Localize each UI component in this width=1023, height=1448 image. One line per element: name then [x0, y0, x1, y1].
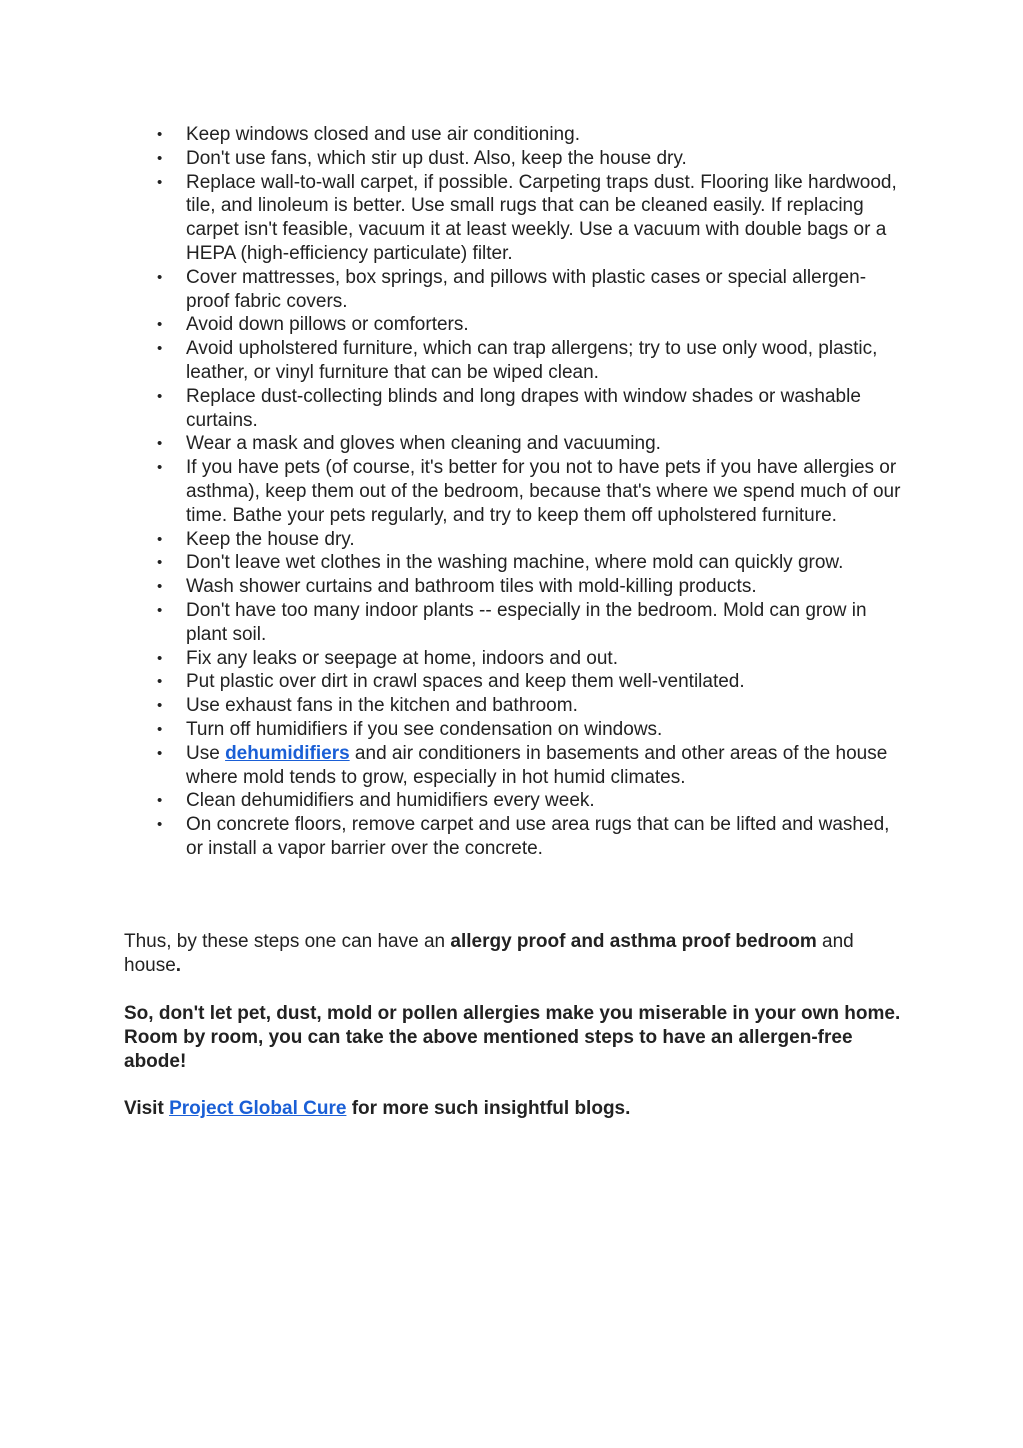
list-item-text: Put plastic over dirt in crawl spaces and keep them well-ventilated.	[186, 671, 745, 693]
list-item	[124, 742, 904, 790]
list-item-text-before: Use	[186, 742, 226, 764]
bullet-icon: •	[157, 720, 163, 738]
list-item-text: Replace wall-to-wall carpet, if possible. Carpeting traps dust. Flooring like hardwood, tile, and linoleum is better. Use small rugs that can be cleaned easily. If replacing carpet isn't feasible, vacuum it at least weekly. Use a vacuum with double bags or a HEPA (high-efficiency particulate) filter.	[186, 171, 897, 264]
list-item-text: Wear a mask and gloves when cleaning and vacuuming.	[186, 433, 661, 455]
list-item	[124, 456, 904, 527]
list-item	[124, 694, 904, 718]
list-item	[124, 385, 904, 433]
list-item	[124, 313, 904, 337]
list-item	[124, 171, 904, 266]
bullet-icon: •	[157, 340, 163, 358]
summary-bold-2: .	[175, 955, 182, 976]
list-item-text: On concrete floors, remove carpet and use area rugs that can be lifted and washed, or install a vapor barrier over the concrete.	[186, 814, 890, 859]
bullet-icon: •	[157, 316, 163, 334]
bullet-icon: •	[157, 649, 163, 667]
list-item-text: Avoid down pillows or comforters.	[186, 314, 469, 336]
list-item-text: Avoid upholstered furniture, which can trap allergens; try to use only wood, plastic, leather, or vinyl furniture that can be wiped clean.	[186, 338, 878, 383]
list-item-text: Keep the house dry.	[186, 528, 355, 550]
list-item	[124, 718, 904, 742]
list-item-text: Don't leave wet clothes in the washing machine, where mold can quickly grow.	[186, 552, 844, 574]
list-item-text-after: and air conditioners in basements and other areas of the house where mold tends to grow, especially in hot humid climates.	[186, 742, 888, 788]
list-item	[124, 337, 904, 385]
list-item-text: Cover mattresses, box springs, and pillows with plastic cases or special allergen-proof fabric covers.	[186, 266, 867, 312]
bullet-icon: •	[157, 601, 163, 619]
dehumidifiers-link[interactable]: dehumidifiers	[225, 742, 350, 764]
list-item-text: Keep windows closed and use air conditioning.	[186, 124, 580, 145]
list-item	[124, 813, 904, 861]
list-item-text	[186, 743, 887, 788]
list-item	[124, 123, 904, 147]
allergy-tips-list	[124, 123, 904, 861]
summary-text-2: and house	[124, 931, 854, 976]
list-item-text: Replace dust-collecting blinds and long drapes with window shades or washable curtains.	[186, 385, 861, 431]
list-item	[124, 432, 904, 456]
list-item	[124, 599, 904, 647]
bullet-icon: •	[157, 816, 163, 834]
list-item-text: Wash shower curtains and bathroom tiles with mold-killing products.	[186, 576, 757, 598]
list-item	[124, 551, 904, 575]
list-item-text: Fix any leaks or seepage at home, indoors and out.	[186, 647, 618, 669]
visit-paragraph	[124, 1097, 914, 1121]
bullet-icon: •	[157, 578, 163, 596]
list-item-text: Turn off humidifiers if you see condensation on windows.	[186, 718, 663, 740]
bullet-icon: •	[157, 792, 163, 810]
bullet-icon: •	[157, 268, 163, 286]
closing-paragraph: So, don't let pet, dust, mold or pollen allergies make you miserable in your own home. Room by room, you can take the above mentioned steps to have an allergen-free abode!	[124, 1003, 901, 1072]
list-item	[124, 528, 904, 552]
list-item	[124, 575, 904, 599]
bullet-icon: •	[157, 744, 163, 762]
visit-text-before: Visit	[124, 1098, 170, 1119]
bullet-icon: •	[157, 673, 163, 691]
list-item-text: Don't use fans, which stir up dust. Also, keep the house dry.	[186, 147, 687, 169]
list-item-text: If you have pets (of course, it's better for you not to have pets if you have allergies or asthma), keep them out of the bedroom, because that's where we spend much of our time. Bathe your pets regularly, and try to keep them off upholstered furniture.	[186, 457, 901, 526]
bullet-icon: •	[157, 126, 163, 143]
summary-text-1: Thus, by these steps one can have an	[124, 931, 451, 952]
project-global-cure-link[interactable]: Project Global Cure	[169, 1098, 347, 1119]
list-item	[124, 670, 904, 694]
list-item-text: Clean dehumidifiers and humidifiers every week.	[186, 790, 595, 812]
summary-paragraph	[124, 930, 914, 978]
bullet-icon: •	[157, 697, 163, 715]
bullet-icon: •	[157, 459, 163, 477]
bullet-icon: •	[157, 554, 163, 572]
list-item-text: Don't have too many indoor plants -- especially in the bedroom. Mold can grow in plant soil.	[186, 599, 867, 645]
bullet-icon: •	[157, 387, 163, 405]
bullet-icon: •	[157, 530, 163, 548]
bullet-icon: •	[157, 149, 163, 167]
bullet-icon: •	[157, 435, 163, 453]
summary-bold-1: allergy proof and asthma proof bedroom	[450, 931, 817, 952]
bullet-icon: •	[157, 173, 163, 191]
list-item	[124, 147, 904, 171]
list-item	[124, 647, 904, 671]
list-item	[124, 789, 904, 813]
visit-text-after: for more such insightful blogs.	[346, 1098, 631, 1119]
list-item-text: Use exhaust fans in the kitchen and bathroom.	[186, 695, 578, 717]
list-item	[124, 266, 904, 314]
